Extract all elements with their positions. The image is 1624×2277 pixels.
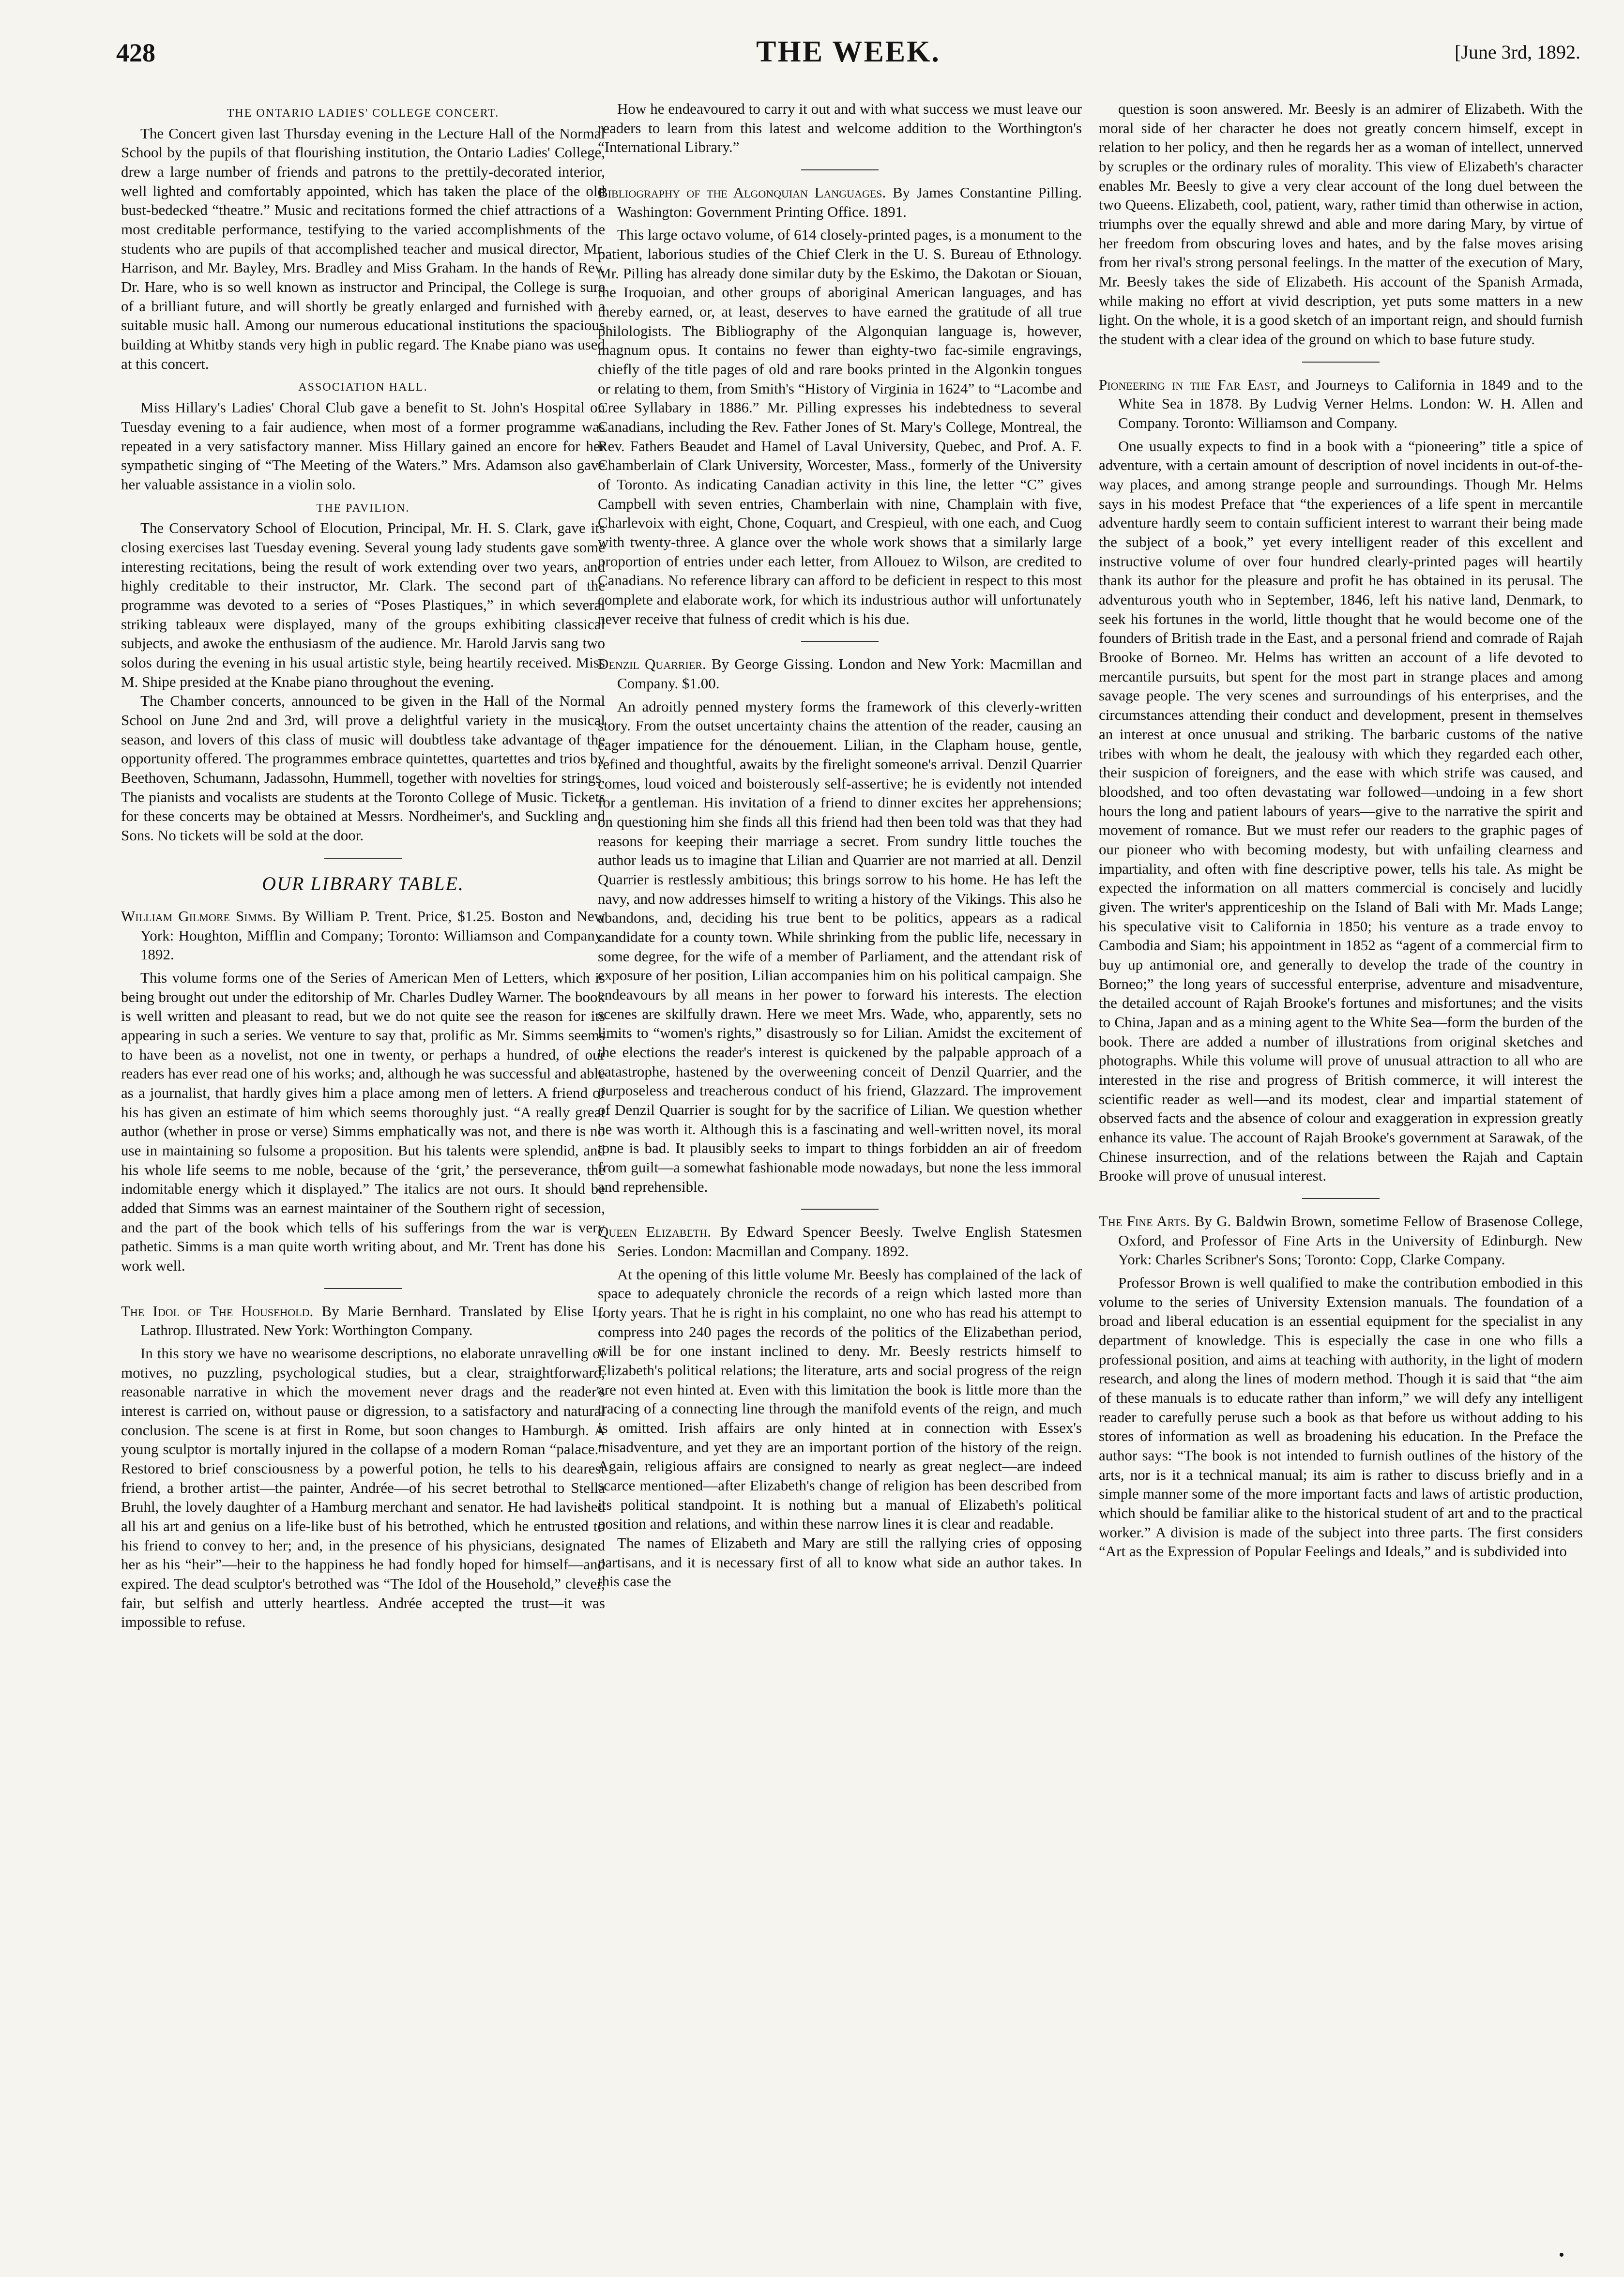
book-meta: By William P. Trent. Price, $1.25. Boston and New York: Houghton, Mifflin and Company; Toronto: Williamson and Company. 1892.	[140, 907, 605, 963]
paragraph: One usually expects to find in a book with a “pioneering” title a spice of adventure, with a certain amount of description of novel incidents in out-of-the-way places, and among strange people and surroundings. Though Mr. Helms says in his modest Preface that “the experiences of a life spent in mercantile adventure hardly seem to contain sufficient interest to warrant their being made the subject of a book,” yet every intelligent reader of this excellent and instructive volume of over four hundred clearly-printed pages will heartily thank its author for the pleasure and profit he has obtained in its perusal. The adventurous youth who in September, 1846, left his native land, Denmark, to seek his fortunes in the world, little thought that he would become one of the founders of British trade in the East, and a personal friend and comrade of Rajah Brooke of Borneo. Mr. Helms has written an account of a life devoted to mercantile pursuits, but spent for the most part in strange places and among savage people. The very scenes and surroundings of his enterprises, and the circumstances attending their conduct and development, present in themselves an interest at once unusual and striking. The barbaric customs of the native tribes with whom he dealt, the jealousy with which they regarded each other, their suspicion of foreigners, and the ease with which strife was caused, and bloodshed, and too often devastating war followed—undoing in a few short hours the long and patient labours of years—give to the narrative the spirit and movement of romance. But we must refer our readers to the graphic pages of our pioneer who with becoming modesty, but with unfailing clearness and impartiality, and often with fine descriptive power, tells his tale. As might be expected the information on all matters commercial is concisely and lucidly given. The writer's apprenticeship on the Island of Bali with Mr. Mads Lange; his speculative visit to California in 1850; his venture as a trade envoy to Cambodia and Siam; his appointment in 1852 as “agent of a commercial firm to buy up antimonial ore, and generally to develop the trade of the country in Borneo;” the long years of successful enterprise, adventure and misadventure, the detailed account of Rajah Brooke's fortunes and misfortunes; and the visits to China, Japan and as a mining agent to the White Sea—form the burden of the book. There are added a number of illustrations from original sketches and photographs. While this volume will prove of unusual attraction to all who are interested in the rise and progress of British commerce, it will interest the scientific reader as well—and its modest, clear and impartial statement of observed facts and the absence of colour and exaggeration in expression greatly enhance its value. The account of Rajah Brooke's government at Sarawak, of the Chinese insurrection, and of the relations between the Rajah and Captain Brooke will prove of unusual interest.	[1099, 437, 1583, 1184]
book-meta: By Edward Spencer Beesly. Twelve English Statesmen Series. London: Macmillan and Company. 1892.	[617, 1223, 1082, 1260]
book-title: Queen Elizabeth.	[598, 1223, 711, 1241]
issue-date: [June 3rd, 1892.	[1455, 41, 1580, 63]
paragraph: At the opening of this little volume Mr. Beesly has complained of the lack of space to adequately chronicle the records of a reign which lasted more than forty years. That he is right in his complaint, no one who has read his attempt to compress into 240 pages the records of the politics of the Elizabethan period, will be for one instant inclined to deny. Mr. Beesly restricts himself to Elizabeth's political relations; the literature, arts and social progress of the reign are not even hinted at. Even with this limitation the book is little more than the tracing of a connecting line through the manifold events of the reign, and much is omitted. Irish affairs are only hinted at in connection with Essex's misadventure, and yet they are an important portion of the history of the reign. Again, religious affairs are consigned to nearly as great neglect—are indeed scarce mentioned—after Elizabeth's change of religion has been described from its political standpoint. It is nothing but a manual of Elizabeth's political position and relations, and within these narrow lines it is clear and readable.	[598, 1265, 1082, 1533]
paragraph: question is soon answered. Mr. Beesly is an admirer of Elizabeth. With the moral side of her character he does not greatly concern himself, except in relation to her policy, and then he regards her as a woman of intellect, unnerved by scruples or the ordinary rules of morality. This view of Elizabeth's character enables Mr. Beesly to give a very clear account of the long duel between the two Queens. Elizabeth, cool, patient, wary, rather timid than otherwise in action, triumphs over the equally shrewd and able and more daring Mary, by virtue of her freedom from obscuring loves and hates, and by the false moves arising from her rival's strong personal feelings. In the matter of the execution of Mary, Mr. Beesly takes the side of Elizabeth. His account of the Spanish Armada, while making no effort at vivid description, yet puts some matters in a new light. On the whole, it is a good sketch of an important reign, and should furnish the student with a clear idea of the ground on which to base future study.	[1099, 100, 1583, 348]
section-heading: ASSOCIATION HALL.	[298, 381, 428, 394]
book-title: The Fine Arts.	[1099, 1212, 1190, 1230]
paragraph: Professor Brown is well qualified to make the contribution embodied in this volume to the series of University Extension manuals. The foundation of a broad and liberal education is an essential equipment for the specialist in any department of knowledge. This is especially the case in one who fills a professional position, and aims at teaching with authority, in the light of modern research, and along the lines of modern method. Though it is said that “the aim of these manuals is to educate rather than inform,” we will defy any intelligent reader to carefully peruse such a book as that before us without adding to his stores of information as well as broadening his education. In the Preface the author says: “The book is not intended to furnish outlines of the history of the arts, nor is it a technical manual; its aim is rather to discuss briefly and in a simple manner some of the more important facts and laws of artistic production, which should be familiar alike to the historical student of art and to the practical worker.” A division is made of the subject into three parts. The first considers “Art as the Expression of Popular Feelings and Ideals,” and is subdivided into	[1099, 1274, 1583, 1560]
book-meta: By James Constantine Pilling. Washington: Government Printing Office. 1891.	[617, 184, 1082, 220]
book-heading	[598, 1222, 1082, 1260]
book-heading	[598, 654, 1082, 693]
divider	[801, 641, 879, 642]
book-heading	[598, 183, 1082, 221]
paragraph: The names of Elizabeth and Mary are still the rallying cries of opposing partisans, and it is necessary first of all to know what side an author takes. In this case the	[598, 1534, 1082, 1590]
paragraph: This volume forms one of the Series of American Men of Letters, which is being brought out under the editorship of Mr. Charles Dudley Warner. The book is well written and pleasant to read, but we do not quite see the reason for its appearing in such a series. We venture to say that, prolific as Mr. Simms seems to have been as a novelist, not one in twenty, or perhaps a hundred, of our readers has ever read one of his works; and, although he was successful and able as a journalist, that hardly gives him a place among men of letters. A friend of his has given an estimate of him which seems thoroughly just. “A really great author (whether in prose or verse) Simms emphatically was not, and there is no use in maintaining so fulsome a proposition. But his talents were splendid, and his whole life seems to me noble, because of the ‘grit,’ the perseverance, the indomitable energy which it displayed.” The italics are not ours. It should be added that Simms was an earnest maintainer of the Southern right of secession, and the part of the book which tells of his sufferings from the war is very pathetic. Simms is a man quite worth writing about, and Mr. Trent has done his work well.	[121, 969, 605, 1274]
paragraph: In this story we have no wearisome descriptions, no elaborate unravelling of motives, no puzzling, psychological studies, but a clear, straightforward, reasonable narrative in which the movement never drags and the reader's interest is carried on, without pause or digression, to a satisfactory and natural conclusion. The scene is at first in Rome, but soon changes to Hamburgh. A young sculptor is mortally injured in the collapse of a modern Roman “palace.” Restored to brief consciousness by a powerful potion, he tells to his dearest friend, a brother artist—the painter, Andrée—of his secret betrothal to Stella Bruhl, the lovely daughter of a Hamburg merchant and senator. He had lavished all his art and genius on a life-like bust of his betrothed, which he entrusted to his friend to convey to her; and, in the presence of his physicians, designated her as his “heir”—heir to the happiness he had fondly hoped for himself—and expired. The dead sculptor's betrothed was “The Idol of the Household,” clever, fair, but selfish and utterly heartless. Andrée accepted the trust—it was impossible to refuse.	[121, 1344, 605, 1631]
book-meta: By G. Baldwin Brown, sometime Fellow of Brasenose College, Oxford, and Professor of Fine Arts in the University of Edinburgh. New York: Charles Scribner's Sons; Toronto: Copp, Clarke Company.	[1118, 1212, 1583, 1268]
paragraph: The Conservatory School of Elocution, Principal, Mr. H. S. Clark, gave its closing exercises last Tuesday evening. Several young lady students gave some interesting recitations, being the result of work extending over two years, and highly creditable to their instructor, Mr. Clark. The second part of the programme was devoted to a series of “Poses Plastiques,” in which several striking tableaux were displayed, many of the groups exhibiting classical subjects, and awoke the enthusiasm of the audience. Mr. Harold Jarvis sang two solos during the evening in his usual artistic style, being heartily received. Miss M. Shipe presided at the Knabe piano throughout the evening.	[121, 519, 605, 690]
book-meta: and Journeys to California in 1849 and to the White Sea in 1878. By Ludvig Verner Helms. London: W. H. Allen and Company. Toronto: Williamson and Company.	[1118, 376, 1583, 432]
page-number: 428	[116, 38, 155, 67]
column-3	[1099, 99, 1583, 1561]
section-heading: THE PAVILION.	[316, 501, 410, 515]
divider	[801, 1209, 879, 1210]
book-heading	[1099, 1212, 1583, 1269]
book-title: Pioneering in the Far East,	[1099, 376, 1281, 393]
paragraph: An adroitly penned mystery forms the framework of this cleverly-written story. From the outset uncertainty chains the attention of the reader, causing an eager impatience for the dénouement. Lilian, in the Clapham house, gentle, refined and thoughtful, awaits by the firelight someone's arrival. Denzil Quarrier comes, loud voiced and boisterously self-assertive; he is evidently not intended for a gentleman. His invitation of a friend to dinner excites her apprehensions; on questioning him she finds all this friend had then been told was that they had reasons for keeping their marriage a secret. From sundry little touches the author leads us to imagine that Lilian and Quarrier are not married at all. Denzil Quarrier is restlessly ambitious; this brings sorrow to his home. He has left the navy, and now addresses himself to writing a history of the Vikings. This also he abandons, and, deciding his true bent to be politics, appears as a radical candidate for a county town. While shrinking from the public life, necessary in some degree, for the wife of a member of Parliament, and the attendant risk of exposure of her position, Lilian accompanies him on his political campaign. She endeavours by all means in her power to forward his interests. The election scenes are skilfully drawn. Here we meet Mrs. Wade, who, apparently, sets no limits to “women's rights,” disastrously so for Lilian. Amidst the excitement of the elections the reader's interest is quickened by the palpable approach of a catastrophe, hastened by the overweening conceit of Denzil Quarrier, and the purposeless and treacherous conduct of his friend, Glazzard. The improvement of Denzil Quarrier is sought for by the sacrifice of Lilian. We question whether he was worth it. Although this is a fascinating and well-written novel, its moral tone is bad. It plausibly seeks to impart to things forbidden an air of freedom from guilt—a somewhat fashionable mode nowadays, but none the less immoral and reprehensible.	[598, 698, 1082, 1195]
library-table-heading: OUR LIBRARY TABLE.	[262, 872, 464, 895]
book-meta: By Marie Bernhard. Translated by Elise L. Lathrop. Illustrated. New York: Worthington Company.	[140, 1302, 606, 1339]
book-heading	[121, 907, 605, 964]
divider	[324, 1288, 402, 1289]
divider	[1302, 1198, 1380, 1199]
page-header	[116, 35, 1580, 81]
column-2	[598, 99, 1082, 1591]
paragraph: How he endeavoured to carry it out and with what success we must leave our readers to learn from this latest and welcome addition to the Worthington's “International Library.”	[598, 100, 1082, 156]
paragraph: Miss Hillary's Ladies' Choral Club gave a benefit to St. John's Hospital on Tuesday evening to a fair audience, when most of a former programme was repeated in a very satisfactory manner. Miss Hillary gained an encore for her sympathetic singing of “The Meeting of the Waters.” Mrs. Adamson also gave her valuable assistance in a violin solo.	[121, 399, 605, 493]
book-heading	[1099, 375, 1583, 433]
divider	[1302, 362, 1380, 363]
book-title: Bibliography of the Algonquian Languages.	[598, 184, 886, 201]
book-meta: By George Gissing. London and New York: Macmillan and Company. $1.00.	[617, 655, 1082, 692]
book-title: The Idol of The Household.	[121, 1302, 314, 1320]
divider	[801, 169, 879, 170]
masthead-title: THE WEEK.	[756, 35, 941, 68]
book-heading	[121, 1302, 605, 1340]
paragraph: The Chamber concerts, announced to be given in the Hall of the Normal School on June 2nd and 3rd, will prove a delightful variety in the musical season, and lovers of this class of music will doubtless take advantage of the opportunity offered. The programmes embrace quintettes, quartettes and trios by Beethoven, Schumann, Jadassohn, Hummell, together with novelties for strings. The pianists and vocalists are students at the Toronto College of Music. Tickets for these concerts may be obtained at Messrs. Nordheimer's, and Suckling and Sons. No tickets will be sold at the door.	[121, 692, 605, 844]
divider	[324, 858, 402, 859]
paragraph: The Concert given last Thursday evening in the Lecture Hall of the Normal School by the pupils of that flourishing institution, the Ontario Ladies' College, drew a large number of friends and patrons to the prettily-decorated interior, well lighted and comfortably appointed, which has taken the place of the old bust-bedecked “theatre.” Music and recitations formed the chief attractions of a most creditable performance, testifying to the varied accomplishments of the students who are pupils of that accomplished teacher and musical director, Mr. Harrison, and Mr. Bayley, Mrs. Bradley and Miss Graham. In the hands of Rev. Dr. Hare, who is so well known as instructor and Principal, the College is sure of a brilliant future, and will shortly be greatly enlarged and furnished with a suitable music hall. Among our numerous educational institutions the spacious building at Whitby stands very high in public regard. The Knabe piano was used at this concert.	[121, 124, 605, 372]
column-1	[121, 99, 605, 1632]
book-title: William Gilmore Simms.	[121, 907, 276, 925]
bullet-mark: •	[1559, 2246, 1564, 2264]
paragraph: This large octavo volume, of 614 closely-printed pages, is a monument to the patient, laborious studies of the Chief Clerk in the U. S. Bureau of Ethnology. Mr. Pilling has already done similar duty by the Eskimo, the Dakotan or Siouan, the Iroquoian, and other groups of aboriginal American languages, and has thereby earned, or, at least, deserves to have earned the gratitude of all true philologists. The Bibliography of the Algonquian language is, however, magnum opus. It contains no fewer than eighty-two fac-simile engravings, chiefly of the title pages of old and rare books printed in the Algonkin tongues or relating to them, from Smith's “History of Virginia in 1624” to “Lacombe and Cree Syllabary in 1886.” Mr. Pilling expresses his indebtedness to several Canadians, including the Rev. Father Jones of St. Mary's College, Montreal, the Rev. Fathers Beaudet and Hamel of Laval University, Quebec, and Prof. A. F. Chamberlain of Clark University, Worcester, Mass., formerly of the University of Toronto. As indicating Canadian activity in this line, the letter “C” gives Campbell with seven entries, Chamberlain with nine, Champlain with five, Charlevoix with eight, Chone, Coquart, and Crespieul, with one each, and Cuog with twenty-three. A glance over the whole work shows that a similarly large proportion of entries under each letter, from Allouez to Wilson, are credited to Canadians. No reference library can afford to be deficient in respect to this most complete and elaborate work, for which its industrious author will unfortunately never receive that fulness of credit which is his due.	[598, 226, 1082, 627]
section-heading: THE ONTARIO LADIES' COLLEGE CONCERT.	[227, 107, 500, 120]
book-title: Denzil Quarrier.	[598, 655, 706, 673]
